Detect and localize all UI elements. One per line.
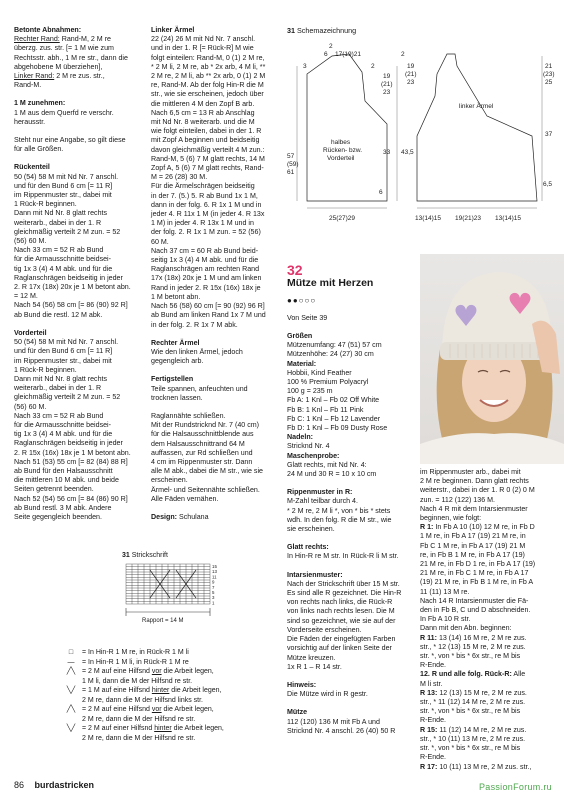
col2-line: die mittleren 4 M den Zopf B arb. [151,99,255,108]
col2-line: Mit der Rundstricknd Nr. 7 (40 cm) [151,421,260,430]
legend-symbol-icon: ╲╱ [66,687,76,694]
col1-line: 50 (54) 58 M mit Nd Nr. 7 anschl. [14,338,119,347]
body-label-width-bottom: 25(27)29 [329,215,356,222]
col4-line: 2 M re beginnen. Dann glatt rechts [420,477,529,486]
legend-text: = In Hin-R 1 M re, in Rück-R 1 M li [82,649,189,656]
col4-line: Dann mit den Abn. beginnen: [420,624,512,633]
sleeve-label-23r: (23) [543,71,555,78]
col3-line: Stricknd Nr. 4 [287,442,330,451]
col1-line: 2. R 15x (16x) 18x je 1 M betont abn. [14,448,131,457]
col2-line: dann in der folg. 6. R 1x 1 M und in [151,200,262,209]
row-number: 7 [212,584,215,590]
col3-line: Vorderseite erscheinen. [287,625,362,634]
legend-row [60,734,224,744]
col3-line: Glatt rechts, mit Nd Nr. 4: [287,460,367,469]
col4-line: str., * 12 (13) 15 M re, 2 M re zus. [420,642,526,651]
col2-line: * 2 M li, 2 M re, ab * 2x arb, 4 M li, ** [151,62,266,71]
col2-line: ab Bund am linken Rand 1x 7 M und [151,311,266,320]
sleeve-label-bottom-2: 19(21)23 [455,215,482,222]
col4-line: R 1: In Fb A 10 (10) 12 M re, in Fb D [420,523,535,532]
legend-row [60,648,224,658]
col1-line: ab Bund restl. 3 M abk. Andere [14,503,112,512]
col2-line: 1 M betont abn. [151,292,201,301]
col4-line: den in Fb B, C und D abschneiden. [420,606,531,615]
schema-title: 31 Schemazeichnung [287,26,357,35]
col2-line: mit Nd Nr. 8 weiterarb. und die M [151,118,255,127]
col2-line: wie folgt einteilen, dabei in der 1. R [151,127,262,136]
col1-line: weiterarb., dabei in der 1. R [14,218,102,227]
legend-text: = 1 M auf eine Hilfsnd hinter die Arbeit legen, [82,687,222,694]
col4-line: str. *, von * bis * 6x str., re M bis [420,744,521,753]
col1-line: im Rippenmuster str., dabei mit [14,356,112,365]
col2-line: erscheinen. [151,476,188,485]
col2-line: re, Rand-M. Ab der folg Hin-R die M [151,81,264,90]
col1-line: gleichmäßig verteilt 2 M zun. = 52 [14,227,121,236]
row-number: 3 [212,595,215,601]
col3-line: Stricknd Nr. 4 anschl. 26 (40) 50 R [287,726,396,735]
col1-line: abgehobene M überziehen], [14,62,103,71]
body-label-19: 19 [383,73,391,80]
col1-line: tig 1x 3 (4) 4 M abk. und für die [14,264,113,273]
col1-line: Nach 33 cm = 52 R ab Bund [14,411,104,420]
col2-line: Alle Fäden vernähen. [151,494,219,503]
col3-line: von rechts nach links, die Rück-R [287,598,393,607]
chart-legend [60,648,224,743]
col4-line: (19) 21 M re, in Fb B 1 M re, in Fb A [420,578,534,587]
legend-symbol-icon [60,734,82,744]
col3-line: Die Fäden der eingefügten Farben [287,635,396,644]
sleeve-label-21r: 21 [545,63,553,70]
col3-line: M-Zahl teilbar durch 4. [287,497,358,506]
col2-line: Nach 6,5 cm = 13 R ab Anschlag [151,108,255,117]
col2-line: 22 (24) 26 M mit Nd Nr. 7 anschl. [151,35,256,44]
col1-line: Steht nur eine Angabe, so gilt diese [14,136,126,145]
col4-line: str., * 11 (12) 14 M re, 2 M re zus. [420,698,526,707]
col3-line: vorsichtig auf der linken Seite der [287,644,392,653]
col1-line: (56) 60 M. [14,237,47,246]
col4-line: 1 M re, in Fb A 17 (19) 21 M re, in [420,532,526,541]
col1-line: 1 Rück-R beginnen. [14,200,77,209]
sleeve-label-19: 19 [407,63,415,70]
sleeve-label-bottom-3: 13(14)15 [495,215,522,222]
sleeve-label-name: linker Ärmel [459,103,494,110]
col4-line: Nach 4 R mit dem Intarsienmuster [420,504,528,513]
legend-symbol-icon [60,677,82,687]
magazine-name: burdastricken [34,780,95,790]
col2-line: Ärmel- und Seitennähte schließen. [151,485,260,494]
col3-line: Fb C: 1 Knl – Fb 12 Lavender [287,414,381,423]
legend-text: 1 M li, dann die M der Hilfsnd re str. [82,677,193,685]
col2-line: Zopf A, 5 (6) 7 M glatt rechts, Rand- [151,164,264,173]
body-label-61: 61 [287,169,295,176]
col1-line: 1 Rück-R beginnen. [14,365,77,374]
col3-line: Es sind alle R gezeichnet. Die Hin-R [287,589,402,598]
col1-line: überzg. zus. str. [= 1 M wie zum [14,44,114,53]
col2-line: Teile spannen, anfeuchten und [151,384,248,393]
row-number: 5 [212,590,215,595]
body-label-ruecken: Rücken- bzw. [323,147,363,154]
col1-line: = 12 M. [14,292,38,301]
col3-line: sie erscheinen. [287,525,335,534]
legend-symbol-icon: ╱╲ [66,706,76,713]
col4-line: R 11: 13 (14) 16 M re, 2 M re zus. [420,633,527,642]
legend-symbol-icon: □ [68,649,74,656]
col3-line: Intarsienmuster: [287,570,343,579]
col4-line: str. *, von * bis * 6x str., re M bis [420,707,521,716]
legend-text: 2 M re, dann die M der Hilfsnd links str. [82,696,203,704]
page-number: 86 [14,780,25,790]
col4-line: str., * 10 (11) 13 M re, 2 M re zus. [420,734,526,743]
col2-line: mit Zopf A beginnen und beidseitig [151,136,260,145]
col1-line: Vorderteil [14,328,47,337]
col1-line: Rechtsstr. abh., 1 M re str., dann die [14,53,128,62]
col4-line: R-Ende. [420,753,447,762]
col1-line: Nach 51 (53) 55 cm [= 82 (84) 88 R] [14,457,128,466]
col2-line: folgt einteilen: Rand-M, 0 (1) 2 M re, [151,53,265,62]
col3-line: Mützenumfang: 47 (51) 57 cm [287,341,382,350]
col1-line: Rechter Rand: Rand-M, 2 M re [14,35,111,44]
chart-31-title: 31 Strickschrift [122,552,168,559]
col2-line: Linker Ärmel [151,26,195,34]
col1-line: im Rippenmuster str., dabei mit [14,191,112,200]
legend-text: = In Hin-R 1 M li, in Rück-R 1 M re [82,658,189,666]
legend-row [60,705,224,715]
col3-line: Mütze [287,708,308,717]
col2-line: in der folg. 2. R 1x 7 M abk. [151,320,238,329]
col1-line: Seiten getrennt beenden. [14,485,94,494]
col1-line: ab Bund für den Halsausschnitt [14,466,113,475]
col3-line: Größen [287,332,313,340]
col1-line: 2. R 17x (18x) 20x je 1 M betont abn. [14,283,131,292]
body-label-3: 3 [303,63,307,70]
col4-line: 11 (11) 13 M re. [420,587,470,596]
schema-drawing [287,36,557,256]
col2-line: Wie den linken Ärmel, jedoch [151,347,243,356]
col2-line: Nach 37 cm = 60 R ab Bund beid- [151,246,259,255]
body-label-halbes: halbes [331,139,351,146]
col2-line: Raglanschrägen am rechten Rand [151,265,260,274]
sleeve-label-23: 23 [407,79,415,86]
col3-line: wdh. In den folg. R die M str., wie [287,515,392,524]
col2-line: Nach 56 (58) 60 cm [= 90 (92) 96 R] [151,302,265,311]
row-number: 15 [212,564,217,569]
col4-line: re, in Fb B 1 M re, in Fb A 17 (19) [420,550,525,559]
page-reference: Von Seite 39 [287,314,328,322]
col3-line: von links nach rechts lesen. Die M [287,607,395,616]
watermark: PassionForum.ru [478,782,552,792]
col1-line: 1 M aus dem Querfd re verschr. [14,108,114,117]
legend-symbol-icon: — [67,658,75,666]
col1-line: und für den Bund 6 cm [= 11 R] [14,181,113,190]
col2-line: seitig 1x 3 (4) 4 M abk. und für die [151,256,259,265]
col2-line: jeder 4. R 11x 1 M (in jeder 4. R 13x [151,210,265,219]
col1-line: Raglanschrägen beidseitig in jeder [14,439,123,448]
col3-line: sind so gezeichnet, wie sie auf der [287,616,396,625]
body-label-6b: 6 [379,189,383,196]
body-label-43: 43,5 [401,149,414,156]
legend-row [60,696,224,706]
col1-line: Raglanschrägen beidseitig in jeder [14,273,123,282]
col4-line: str. *, von * bis * 6x str., re M bis [420,652,521,661]
col2-line: und in der 1. R [= Rück-R] M wie [151,44,254,53]
body-label-6: 6 [324,51,328,58]
sleeve-label-37: 37 [545,131,553,138]
col1-line: 50 (54) 58 M mit Nd Nr. 7 anschl. [14,172,119,181]
col1-line: Linker Rand: 2 M re zus. str., [14,72,105,81]
legend-row [60,658,224,668]
sleeve-label-bottom-1: 13(14)15 [415,215,442,222]
col2-line: auffassen, zur Rd schließen und [151,448,253,457]
legend-text: = 2 M auf eine Hilfsnd vor die Arbeit legen, [82,706,214,713]
col1-line: (56) 60 M. [14,402,47,411]
col3-line: 24 M und 30 R = 10 x 10 cm [287,470,377,479]
col4-line: im Rippenmuster arb., dabei mit [420,468,521,476]
row-number: 13 [212,569,217,575]
col2-line: Raglannähte schließen. [151,411,226,420]
col2-line: Für die Ärmelschrägen beidseitig [151,182,255,191]
col4-line: R 13: 12 (13) 15 M re, 2 M re zus. [420,688,527,697]
column-4 [420,468,554,772]
col4-line: M li str. [420,679,443,688]
col1-line: ab Bund die restl. 12 M abk. [14,310,103,319]
col2-line: Rechter Ärmel [151,338,200,347]
col1-line: 1 M zunehmen: [14,99,66,108]
col1-line: tig 1x 3 (4) 4 M abk. und für die [14,430,113,439]
hat-photo [420,254,564,464]
col2-line: alle M abk., dabei die M str., wie sie [151,467,263,476]
sleeve-label-21: (21) [405,71,417,78]
col2-line: Design: Schulana [151,512,209,521]
body-label-2a: 2 [329,43,333,50]
col3-line: Hinweis: [287,680,317,689]
col1-line: Rückenteil [14,163,50,172]
col1-line: Nach 54 (56) 58 cm [= 86 (90) 92 R] [14,301,128,310]
col4-line: 21 M re, in Fb D 1 re, in Fb A 17 (19) [420,560,536,569]
col2-line: M = 26 (28) 30 M. [151,173,208,182]
pattern-title: Mütze mit Herzen [287,277,374,289]
col3-line: 112 (120) 136 M mit Fb A und [287,717,380,726]
col3-line: Material: [287,359,317,368]
col4-line: R-Ende. [420,716,447,725]
col4-line: weiterstr., dabei in der 1. R 0 (2) 0 M [420,486,535,495]
body-label-width-top: 17(19)21 [335,51,362,58]
col3-line: In Hin-R re M str. In Rück-R li M str. [287,552,399,561]
body-label-57: 57 [287,153,295,160]
col3-line: Hobbii, Kind Feather [287,368,352,377]
col4-line: Fb C 1 M re, in Fb A 17 (19) 21 M [420,541,526,550]
body-label-2b: 2 [371,63,375,70]
col3-line: 100 g = 235 m [287,387,333,396]
col2-line: 1 M) in jeder 4. R 13x 1 M und in [151,219,254,228]
sleeve-label-65: 6,5 [543,181,553,188]
col2-line: Rand-M, 5 (6) 7 M glatt rechts, 14 M [151,154,265,163]
sleeve-label-2: 2 [401,51,405,58]
col3-line: Rippenmuster in R: [287,488,353,497]
col2-line: 2 M re, 2 M li, ab ** 2x arb, 0 (1) 2 M [151,72,266,81]
body-label-23: 23 [383,89,391,96]
col2-line: der folg. 2. R 1x 1 M zun. = 52 (56) [151,228,261,237]
col1-line: Dann mit Nd Nr. 8 glatt rechts [14,374,108,383]
col3-line: Fb D: 1 Knl – Fb 09 Dusty Rose [287,424,388,433]
body-label-vorderteil: Vorderteil [327,155,355,162]
col1-line: für die Armausschnitte beidsei- [14,255,111,264]
col1-line: und für den Bund 6 cm [= 11 R] [14,347,113,356]
col2-line: Fertigstellen [151,375,194,384]
row-number: 9 [212,579,215,585]
legend-symbol-icon: ╱╲ [66,668,76,675]
col3-line: 1x R 1 – R 14 str. [287,662,342,671]
col3-line: Fb B: 1 Knl – Fb 11 Pink [287,405,364,414]
col2-line: für die Halsausschnittblende aus [151,430,254,439]
col2-line: trocknen lassen. [151,393,203,402]
col1-line: Nach 33 cm = 52 R ab Bund [14,246,104,255]
legend-row [60,715,224,725]
page-footer [14,780,94,790]
col2-line: 60 M. [151,237,169,246]
col1-line: für alle Größen. [14,145,64,154]
legend-text: 2 M re, dann die M der Hilfsnd re str. [82,734,196,742]
col4-line: beginnen, wie folgt: [420,514,482,523]
col4-line: In Fb A 10 R str. [420,615,471,624]
col3-line: Nach der Strickschrift über 15 M str. [287,579,400,588]
legend-row [60,677,224,687]
col1-line: Dann mit Nd Nr. 8 glatt rechts [14,209,108,218]
col4-line: Nach 14 R Intarsienmuster die Fä- [420,596,529,605]
col1-line: weiterarb., dabei in der 1. R [14,384,102,393]
body-label-59: (59) [287,161,299,168]
row-number: 11 [212,574,217,580]
col4-line: zun. = 112 (122) 136 M. [420,495,495,504]
body-label-21: (21) [381,81,393,88]
legend-symbol-icon [60,715,82,725]
col3-line: Fb A: 1 Knl – Fb 02 Off White [287,396,380,405]
col1-line: Rand-M. [14,81,42,90]
difficulty-rating: ●●○○○ [287,296,317,305]
body-label-33: 33 [383,149,391,156]
column-3 [287,332,407,736]
col4-line: R 17: 10 (11) 13 M re, 2 M zus. str., [420,762,532,771]
col3-line: Glatt rechts: [287,543,329,552]
col3-line: * 2 M re, 2 M li *, von * bis * stets [287,506,391,515]
col4-line: 12. R und alle folg. Rück-R: Alle [420,670,526,679]
col3-line: Mütze kreuzen. [287,653,336,662]
legend-text: = 2 M auf eine Hilfsnd vor die Arbeit legen, [82,668,214,675]
col3-line: 100 % Premium Polyacryl [287,378,369,387]
col2-line: dem Halsausschnittrand 64 M [151,439,245,448]
column-1 [14,26,138,522]
legend-row [60,667,224,677]
sleeve-outline [417,54,537,201]
col1-line: Betonte Abnahmen: [14,26,82,34]
legend-symbol-icon [60,696,82,706]
legend-row [60,724,224,734]
knitting-chart-31 [120,560,226,626]
row-number: 1 [212,600,215,606]
col2-line: 17x (18x) 20x je 1 M und am linken [151,274,262,283]
column-2 [151,26,277,522]
col2-line: gegengleich arb. [151,357,204,366]
col2-line: str., wie sie erscheinen, jedoch über [151,90,264,99]
body-outline [307,54,387,201]
col3-line: Mützenhöhe: 24 (27) 30 cm [287,350,374,359]
col2-line: 4 cm im Rippenmuster str. Dann [151,457,253,466]
col1-line: gleichmäßig verteilt 2 M zun. = 52 [14,393,121,402]
rapport-label: Rapport = 14 M [142,618,184,624]
col1-line: Seite gegengleich beenden. [14,512,102,521]
col3-line: Die Mütze wird in R gestr. [287,690,368,699]
sleeve-label-25r: 25 [545,79,553,86]
col2-line: davon gleichmäßig verteilt 4 M zun.: [151,145,265,154]
legend-symbol-icon: ╲╱ [66,725,76,732]
legend-text: = 2 M auf einer Hilfsnd hinter die Arbeit legen, [82,725,224,732]
legend-row [60,686,224,696]
pattern-number: 32 [287,262,303,278]
col1-line: für die Armausschnitte beidsei- [14,420,111,429]
col2-line: in der 7. (5.) 5. R ab Bund 1x 1 M, [151,191,258,200]
col4-line: 21 M re, in Fb C 1 M re, in Fb A 17 [420,569,529,578]
col1-line: die mittleren 10 M abk. und beide [14,476,119,485]
col3-line: Maschenprobe: [287,451,340,460]
legend-text: 2 M re, dann die M der Hilfsnd re str. [82,715,196,723]
col4-line: R-Ende. [420,661,447,670]
col3-line: Nadeln: [287,433,314,442]
col1-line: herausstr. [14,117,46,126]
col4-line: R 15: 11 (12) 14 M re, 2 M re zus. [420,725,527,734]
col1-line: Nach 52 (54) 56 cm [= 84 (86) 90 R] [14,494,128,503]
col2-line: Rand in jeder 2. R 15x (16x) 18x je [151,283,261,292]
